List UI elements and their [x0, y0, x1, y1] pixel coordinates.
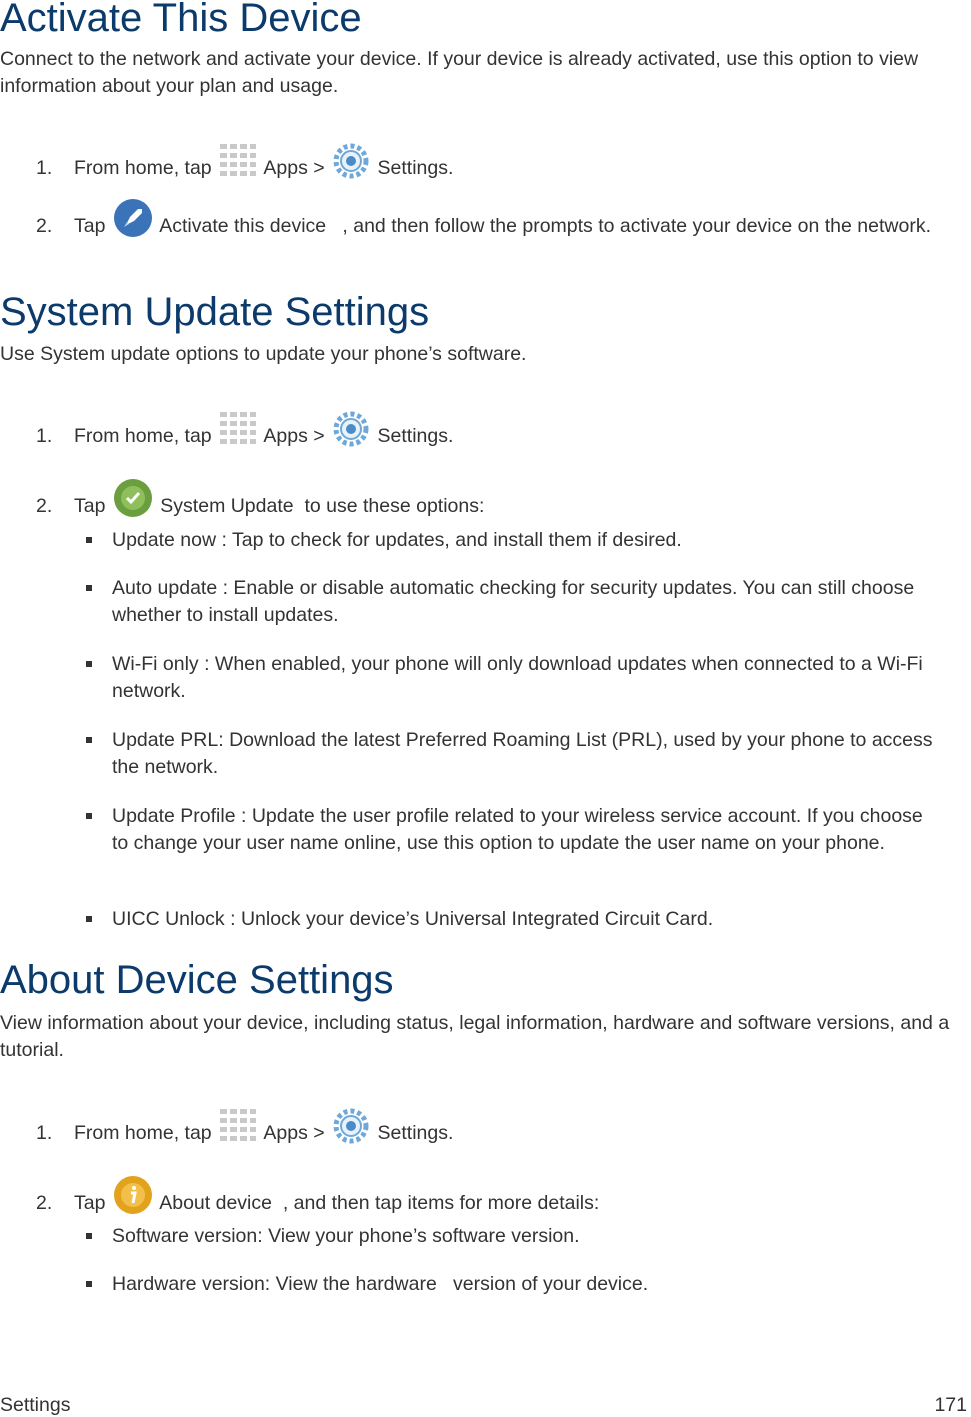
list-item: Wi-Fi only : When enabled, your phone will only download updates when connected to a Wi-Fi network.: [74, 651, 944, 705]
section-heading-about-device: About Device Settings: [0, 958, 394, 1002]
settings-gear-icon: [332, 410, 370, 456]
list-item: UICC Unlock : Unlock your device’s Universal Integrated Circuit Card.: [74, 906, 944, 933]
section-intro: Use System update options to update your phone’s software.: [0, 343, 527, 365]
list-item: Update Profile : Update the user profile related to your wireless service account. If you choose to change your user name online, use this option to update the user name on your phone.: [74, 803, 944, 857]
footer-section-name: Settings: [0, 1394, 71, 1416]
apps-grid-icon: [219, 1107, 257, 1153]
rocket-icon: [113, 198, 153, 246]
apps-grid-icon: [219, 142, 257, 188]
apps-grid-icon: [219, 410, 257, 456]
settings-gear-icon: [332, 1107, 370, 1153]
list-item: Auto update : Enable or disable automatic checking for security updates. You can still choose whether to install updates.: [74, 575, 944, 629]
info-icon: [113, 1175, 153, 1223]
list-item: Software version: View your phone’s software version.: [74, 1223, 944, 1250]
section-heading-activate: Activate This Device: [0, 0, 362, 40]
page-number: 171: [934, 1394, 967, 1416]
step-1: 1. From home, tap Apps > Settings.: [36, 410, 936, 456]
step-1: 1. From home, tap Apps > Settings.: [36, 1107, 936, 1153]
step-2: 2. Tap System Update to use these options:: [36, 478, 936, 526]
step-2: 2. Tap Activate this device , and then follow the prompts to activate your device on the network.: [36, 198, 936, 246]
list-item: Update PRL: Download the latest Preferred Roaming List (PRL), used by your phone to access the network.: [74, 727, 944, 781]
list-item: Update now : Tap to check for updates, and install them if desired.: [74, 527, 944, 554]
check-circle-icon: [113, 478, 153, 526]
step-2: 2. Tap About device , and then tap items for more details:: [36, 1175, 936, 1223]
step-1: 1. From home, tap Apps > Settings.: [36, 142, 936, 188]
list-item: Hardware version: View the hardware version of your device.: [74, 1271, 944, 1298]
settings-gear-icon: [332, 142, 370, 188]
section-intro: Connect to the network and activate your device. If your device is already activated, use this option to view information about your plan and usage.: [0, 48, 919, 97]
section-heading-system-update: System Update Settings: [0, 290, 430, 334]
section-intro: View information about your device, including status, legal information, hardware and software versions, and a tutorial.: [0, 1012, 950, 1061]
